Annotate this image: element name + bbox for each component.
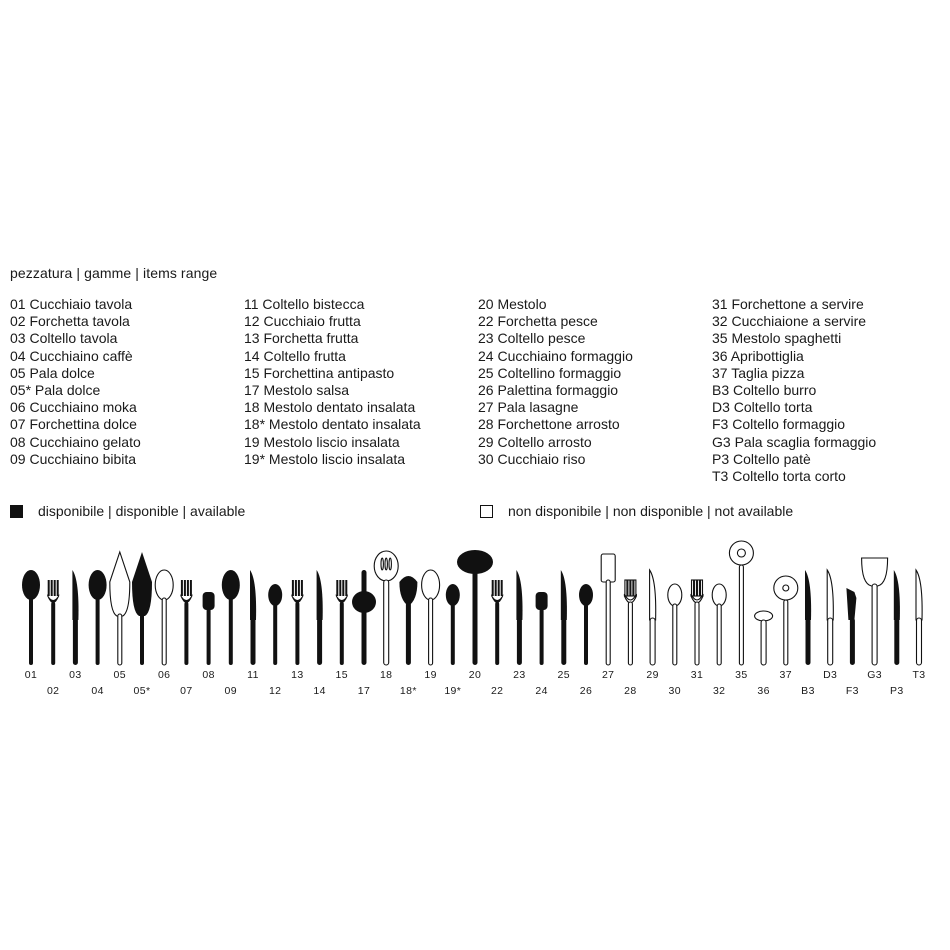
utensil-24-icon	[536, 592, 548, 665]
utensil-07-icon	[180, 580, 192, 665]
items-column-4	[712, 296, 876, 485]
utensil-20-icon	[457, 550, 493, 665]
utensil-08-icon	[203, 592, 215, 665]
legend-not-available	[480, 503, 793, 519]
utensil-31-icon	[691, 580, 703, 665]
utensil-code-label: 04	[91, 685, 104, 697]
item-entry: 23 Coltello pesce	[478, 330, 586, 347]
legend-not-available-label: non disponibile | non disponible | not available	[508, 503, 794, 519]
utensil-18-icon	[374, 551, 398, 665]
utensil-29-icon	[650, 570, 656, 665]
utensil-17-icon	[352, 570, 376, 665]
item-entry: 17 Mestolo salsa	[244, 382, 350, 399]
utensil-37-icon	[774, 576, 798, 665]
item-entry: 04 Cucchiaino caffè	[10, 347, 133, 364]
item-entry: 05* Pala dolce	[10, 382, 101, 399]
utensil-code-label: 09	[224, 685, 238, 697]
item-entry: 03 Coltello tavola	[10, 330, 118, 347]
utensil-19-icon	[422, 570, 440, 665]
utensil-code-label: 11	[247, 669, 259, 681]
item-entry: 07 Forchettina dolce	[10, 416, 137, 433]
utensil-32-icon	[712, 584, 726, 665]
item-entry: 31 Forchettone a servire	[712, 296, 864, 312]
utensil-b3-icon	[805, 570, 811, 665]
utensil-t3-icon	[916, 570, 922, 665]
utensil-code-label: 31	[690, 669, 704, 681]
item-entry: 32 Cucchiaione a servire	[712, 313, 867, 330]
utensil-code-label: 18	[379, 669, 393, 681]
utensil-25-icon	[561, 570, 567, 665]
utensil-27-icon	[601, 554, 615, 665]
item-entry: 01 Cucchiaio tavola	[10, 296, 133, 312]
utensil-13-icon	[291, 580, 303, 665]
utensil-code-label: T3	[912, 669, 926, 681]
utensil-code-label: 13	[291, 669, 304, 681]
item-entry: 12 Cucchiaio frutta	[244, 313, 361, 330]
utensil-26-icon	[579, 584, 593, 665]
item-entry: 22 Forchetta pesce	[478, 313, 598, 330]
item-entry: 18* Mestolo dentato insalata	[244, 416, 421, 433]
item-entry: T3 Coltello torta corto	[712, 468, 846, 485]
item-entry: 05 Pala dolce	[10, 364, 95, 381]
utensil-04-icon	[89, 570, 107, 665]
item-entry: G3 Pala scaglia formaggio	[712, 433, 877, 450]
utensil-code-label: 35	[735, 669, 748, 681]
item-entry: 11 Coltello bistecca	[244, 296, 365, 312]
item-entry: 19* Mestolo liscio insalata	[244, 450, 406, 467]
item-entry: 13 Forchetta frutta	[244, 330, 359, 347]
utensil-code-label: 08	[202, 669, 215, 681]
utensil-01-icon	[22, 570, 40, 665]
utensil-22-icon	[491, 580, 503, 665]
utensil-d3-icon	[827, 570, 833, 665]
utensil-code-label: 07	[180, 685, 193, 697]
item-entry: 08 Cucchiaino gelato	[10, 433, 141, 450]
utensil-15-icon	[336, 580, 348, 665]
utensil-code-label: 23	[513, 669, 526, 681]
utensil-11-icon	[250, 570, 256, 665]
legend-available	[10, 503, 245, 519]
utensil-06-icon	[155, 570, 173, 665]
utensil-code-label: 20	[468, 669, 482, 681]
utensil-09-icon	[222, 570, 240, 665]
utensil-code-label: 30	[668, 685, 682, 697]
item-entry: 24 Cucchiaino formaggio	[478, 347, 633, 364]
item-entry: D3 Coltello torta	[712, 399, 813, 416]
item-entry: 18 Mestolo dentato insalata	[244, 399, 416, 416]
utensil-code-label: 03	[69, 669, 82, 681]
utensil-02-icon	[47, 580, 59, 665]
utensil-code-label: 17	[357, 685, 371, 697]
utensil-code-label: 19*	[444, 685, 462, 697]
utensil-code-label: G3	[867, 669, 882, 681]
utensil-18-star-icon	[399, 576, 417, 665]
section-heading: pezzatura | gamme | items range	[10, 265, 218, 281]
utensil-code-label: 02	[46, 685, 60, 697]
utensil-p3-icon	[894, 570, 900, 665]
utensil-code-label: P3	[889, 685, 904, 697]
item-entry: 09 Cucchiaino bibita	[10, 450, 137, 467]
item-entry: 19 Mestolo liscio insalata	[244, 433, 400, 450]
item-entry: 29 Coltello arrosto	[478, 433, 592, 450]
utensil-code-label: 25	[557, 669, 571, 681]
utensil-36-icon	[755, 611, 773, 665]
item-entry: 37 Taglia pizza	[712, 364, 805, 381]
items-column-3	[478, 296, 633, 468]
item-entry: P3 Coltello patè	[712, 450, 811, 467]
item-entry: 20 Mestolo	[478, 296, 547, 312]
item-entry: 25 Coltellino formaggio	[478, 364, 622, 381]
utensil-code-label: 27	[601, 669, 615, 681]
utensil-code-label: 26	[579, 685, 593, 697]
utensil-05-icon	[110, 552, 130, 665]
item-entry: 26 Palettina formaggio	[478, 382, 619, 399]
item-entry: 35 Mestolo spaghetti	[712, 330, 842, 347]
utensil-05-star-icon	[132, 552, 152, 665]
utensil-30-icon	[668, 584, 682, 665]
utensil-f3-icon	[846, 588, 856, 665]
item-entry: 02 Forchetta tavola	[10, 313, 130, 330]
utensil-code-label: B3	[801, 685, 815, 697]
utensil-code-label: F3	[845, 685, 859, 697]
utensil-code-label: D3	[823, 669, 838, 681]
item-entry: F3 Coltello formaggio	[712, 416, 846, 433]
utensil-code-label: 29	[646, 669, 659, 681]
utensil-code-label: 22	[490, 685, 504, 697]
item-entry: 27 Pala lasagne	[478, 399, 579, 416]
utensil-code-label: 15	[335, 669, 349, 681]
utensil-code-label: 05*	[133, 685, 151, 697]
items-column-2	[244, 296, 421, 468]
legend-available-label: disponibile | disponible | available	[38, 503, 246, 519]
utensil-code-label: 36	[757, 685, 770, 697]
utensil-28-icon	[624, 580, 636, 665]
item-entry: 30 Cucchiaio riso	[478, 450, 586, 467]
items-column-1	[10, 296, 141, 468]
item-entry: B3 Coltello burro	[712, 382, 817, 399]
utensil-g3-icon	[862, 558, 888, 665]
utensil-code-label: 28	[624, 685, 637, 697]
utensil-code-label: 05	[113, 669, 127, 681]
utensil-code-label: 01	[24, 669, 38, 681]
item-entry: 15 Forchettina antipasto	[244, 364, 395, 381]
utensil-code-label: 14	[313, 685, 326, 697]
utensil-code-label: 06	[157, 669, 171, 681]
available-swatch-icon	[10, 505, 23, 518]
utensil-code-label: 32	[712, 685, 726, 697]
utensil-35-icon	[729, 541, 753, 665]
utensil-19-star-icon	[446, 584, 460, 665]
item-entry: 36 Apribottiglia	[712, 347, 804, 364]
item-entry: 28 Forchettone arrosto	[478, 416, 620, 433]
utensil-23-icon	[516, 570, 522, 665]
utensil-code-label: 12	[268, 685, 282, 697]
utensil-14-icon	[317, 570, 323, 665]
utensil-code-label: 18*	[399, 685, 417, 697]
item-entry: 14 Coltello frutta	[244, 347, 346, 364]
not-available-swatch-icon	[480, 505, 493, 518]
utensil-code-label: 37	[779, 669, 793, 681]
utensil-12-icon	[268, 584, 282, 665]
utensil-03-icon	[72, 570, 78, 665]
item-entry: 06 Cucchiaino moka	[10, 399, 137, 416]
utensil-code-label: 24	[535, 685, 548, 697]
utensil-code-label: 19	[424, 669, 437, 681]
